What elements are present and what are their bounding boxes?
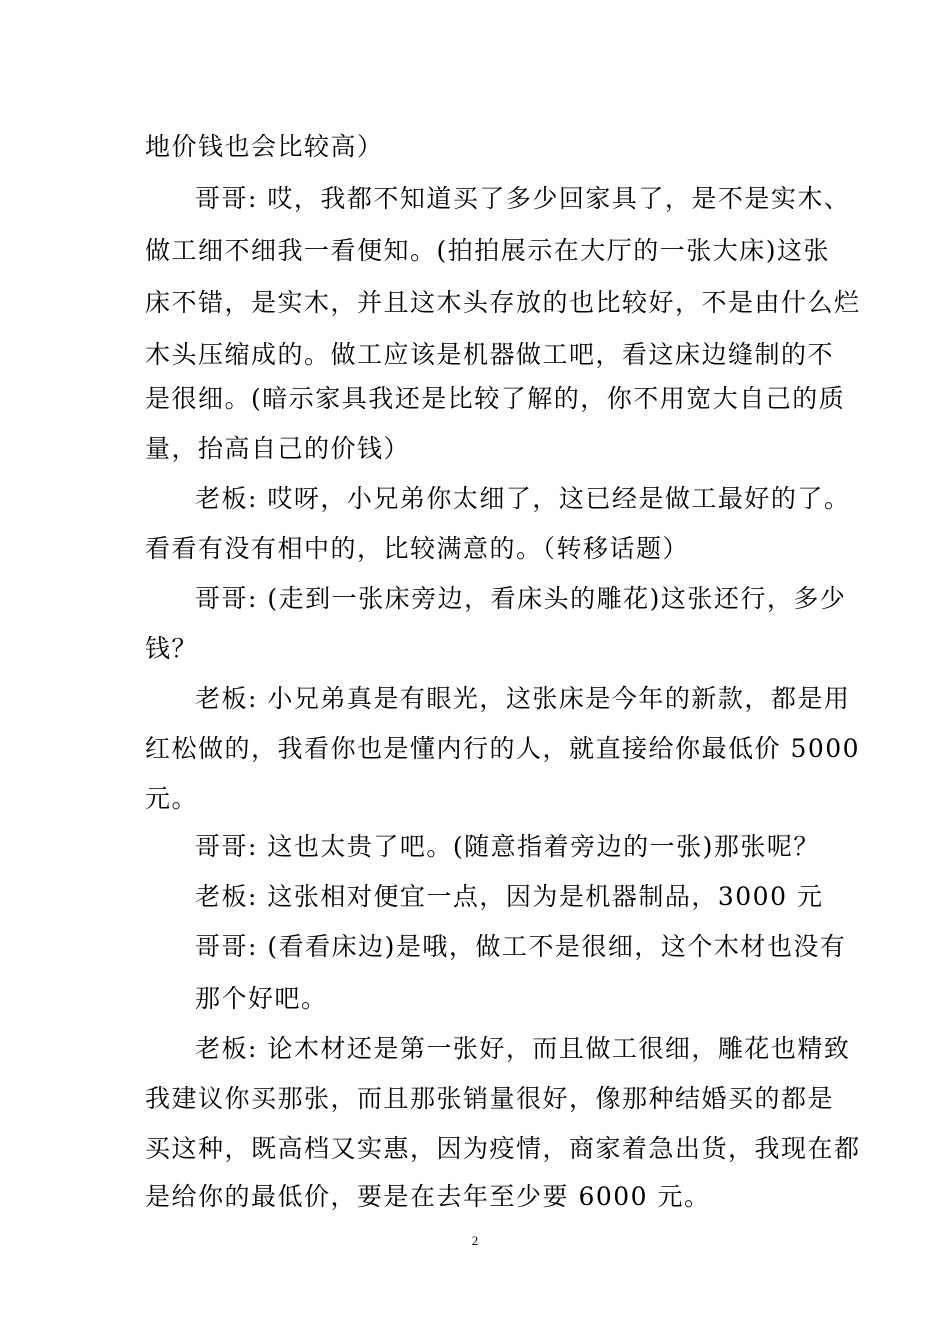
text-line: 我建议你买那张，而且那张销量很好，像那种结婚买的都是 <box>145 1084 835 1113</box>
text-line: 木头压缩成的。做工应该是机器做工吧，看这床边缝制的不 <box>145 340 835 369</box>
text-line: 哥哥: (看看床边)是哦，做工不是很细，这个木材也没有 <box>195 932 847 961</box>
text-line: 那个好吧。 <box>195 984 328 1013</box>
text-line: 老板: 哎呀，小兄弟你太细了，这已经是做工最好的了。 <box>195 484 851 513</box>
text-line: 买这种，既高档又实惠，因为疫情，商家着急出货，我现在都 <box>145 1134 861 1163</box>
text-line: 哥哥: 这也太贵了吧。(随意指着旁边的一张)那张呢？ <box>195 832 820 861</box>
text-line: 量，抬高自己的价钱） <box>145 434 411 463</box>
text-line: 钱？ <box>145 634 199 663</box>
text-line: 老板: 小兄弟真是有眼光，这张床是今年的新款，都是用 <box>195 684 851 713</box>
page-number: 2 <box>471 1233 479 1248</box>
text-line: 床不错，是实木，并且这木头存放的也比较好，不是由什么烂 <box>145 288 861 317</box>
text-line: 元。 <box>145 784 199 813</box>
text-line: 老板: 论木材还是第一张好，而且做工很细，雕花也精致 <box>195 1034 851 1063</box>
text-line: 是给你的最低价，要是在去年至少要 6000 元。 <box>145 1182 711 1211</box>
text-line: 看看有没有相中的，比较满意的。（转移话题） <box>145 534 690 563</box>
text-line: 哥哥: (走到一张床旁边，看床头的雕花)这张还行，多少 <box>195 584 847 613</box>
text-line: 是很细。(暗示家具我还是比较了解的，你不用宽大自己的质 <box>145 384 846 413</box>
text-line: 老板: 这张相对便宜一点，因为是机器制品，3000 元 <box>195 882 824 911</box>
text-line: 地价钱也会比较高） <box>145 132 384 161</box>
text-line: 哥哥: 哎，我都不知道买了多少回家具了，是不是实木、 <box>195 184 851 213</box>
text-line: 做工细不细我一看便知。(拍拍展示在大厅的一张大床)这张 <box>145 236 831 265</box>
text-line: 红松做的，我看你也是懂内行的人，就直接给你最低价 5000 <box>145 734 861 763</box>
